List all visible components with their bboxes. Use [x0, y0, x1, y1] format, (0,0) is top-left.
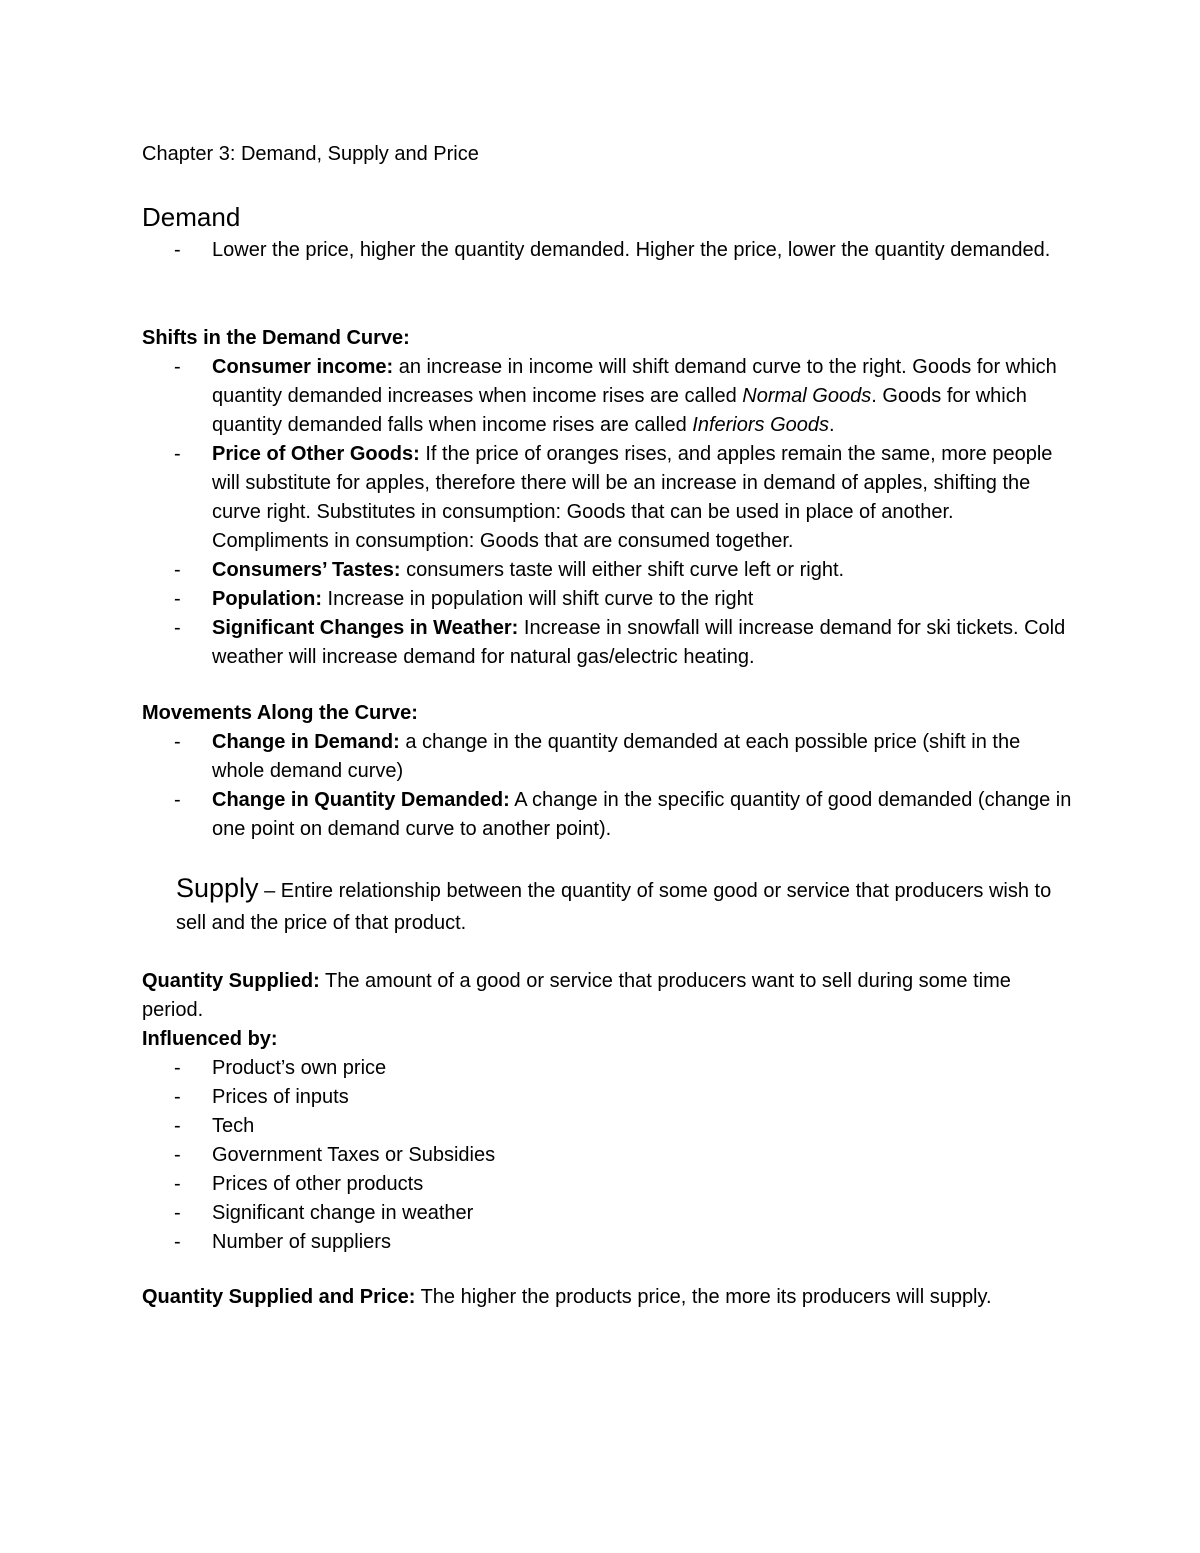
qs-price-section — [142, 1283, 1072, 1312]
shifts-list — [142, 353, 1072, 672]
influence-item: - Prices of inputs — [142, 1083, 1072, 1112]
influence-item: - Tech — [142, 1112, 1072, 1141]
demand-heading: Demand — [142, 202, 241, 232]
shifts-item-consumers-tastes: - Consumers’ Tastes: consumers taste will either shift curve left or right. — [142, 556, 1072, 585]
influence-item: - Product’s own price — [142, 1054, 1072, 1083]
influenced-by-list — [142, 1054, 1072, 1257]
qs-price-statement: Quantity Supplied and Price: The higher the products price, the more its producers will supply. — [142, 1286, 992, 1308]
shifts-item-population: - Population: Increase in population will shift curve to the right — [142, 585, 1072, 614]
demand-section — [142, 200, 1072, 265]
influence-item: - Prices of other products — [142, 1170, 1072, 1199]
movements-list — [142, 728, 1072, 844]
influence-item: - Significant change in weather — [142, 1199, 1072, 1228]
movements-section — [142, 699, 1072, 844]
demand-list — [142, 236, 1072, 265]
shifts-heading: Shifts in the Demand Curve: — [142, 327, 410, 349]
chapter-title: Chapter 3: Demand, Supply and Price — [142, 143, 479, 165]
supply-text: – Entire relationship between the quantity of some good or service that producers wish to sell and the price of that product. — [176, 880, 1052, 934]
influenced-by-heading: Influenced by: — [142, 1028, 278, 1050]
quantity-supplied-definition: Quantity Supplied: The amount of a good or service that producers want to sell during some time period. — [142, 970, 1011, 1021]
movements-item-change-in-quantity: - Change in Quantity Demanded: A change in the specific quantity of good demanded (change in one point on demand curve to another point). — [142, 786, 1072, 844]
shifts-item-consumer-income: - Consumer income: an increase in income will shift demand curve to the right. Goods for which quantity demanded increases when income rises are called Normal Goods. Goods for which quantity demanded falls when income rises are called Inferiors Goods. — [142, 353, 1072, 440]
shifts-section — [142, 324, 1072, 672]
shifts-item-price-other-goods: - Price of Other Goods: If the price of oranges rises, and apples remain the same, more people will substitute for apples, therefore there will be an increase in demand of apples, shifting the curve right. Substitutes in consumption: Goods that can be used in place of another. Compliments in consumption: Goods that are consumed together. — [142, 440, 1072, 556]
movements-heading: Movements Along the Curve: — [142, 702, 418, 724]
influence-item: - Number of suppliers — [142, 1228, 1072, 1257]
influence-item: - Government Taxes or Subsidies — [142, 1141, 1072, 1170]
movements-item-change-in-demand: - Change in Demand: a change in the quantity demanded at each possible price (shift in the whole demand curve) — [142, 728, 1072, 786]
quantity-supplied-section — [142, 967, 1072, 1257]
shifts-item-weather: - Significant Changes in Weather: Increase in snowfall will increase demand for ski tickets. Cold weather will increase demand for natural gas/electric heating. — [142, 614, 1072, 672]
supply-heading: Supply — [176, 873, 259, 903]
supply-definition — [176, 872, 1066, 939]
demand-bullet: - Lower the price, higher the quantity demanded. Higher the price, lower the quantity demanded. — [142, 236, 1072, 265]
